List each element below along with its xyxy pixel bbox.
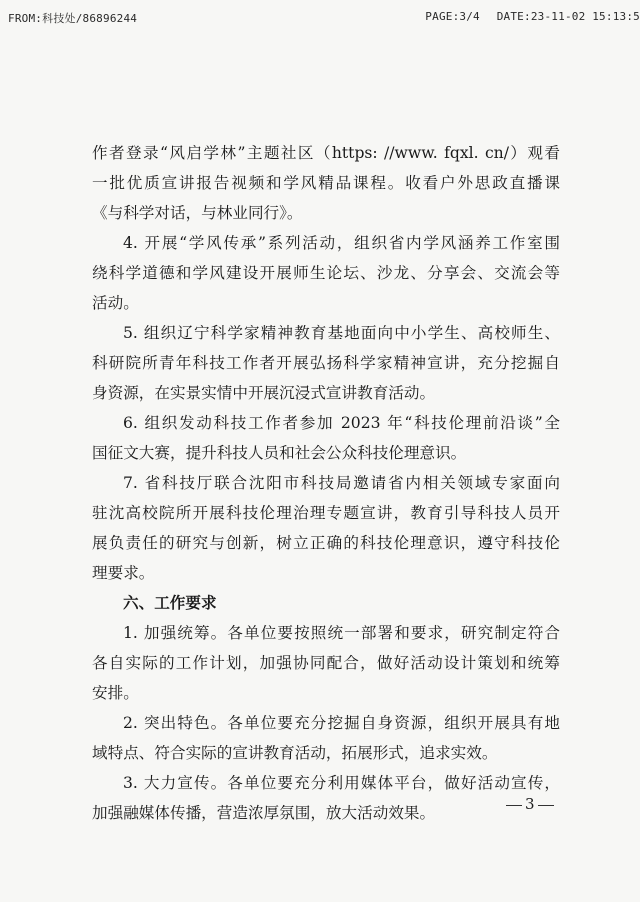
fax-header — [0, 10, 640, 26]
text-line: 1. 加强统筹。各单位要按照统一部署和要求，研究制定符合 — [123, 624, 560, 642]
text-line: 域特点、符合实际的宣讲教育活动，拓展形式，追求实效。 — [92, 744, 498, 762]
text-line: 2. 突出特色。各单位要充分挖掘自身资源，组织开展具有地 — [123, 714, 560, 732]
text-line: 6. 组织发动科技工作者参加 2023 年“科技伦理前沿谈”全 — [123, 414, 560, 432]
text-line: 绕科学道德和学风建设开展师生论坛、沙龙、分享会、交流会等 — [92, 264, 560, 282]
dash-right — [538, 805, 554, 806]
section-heading: 六、工作要求 — [123, 594, 217, 612]
text-line: 7. 省科技厅联合沈阳市科技局邀请省内相关领域专家面向 — [123, 474, 560, 492]
text-line: 加强融媒体传播，营造浓厚氛围，放大活动效果。 — [92, 804, 436, 822]
text-line: 5. 组织辽宁科学家精神教育基地面向中小学生、高校师生、 — [123, 324, 560, 342]
text-line: 4. 开展“学风传承”系列活动，组织省内学风涵养工作室围 — [123, 234, 560, 252]
text-line: 展负责任的研究与创新，树立正确的科技伦理意识，遵守科技伦 — [92, 534, 560, 552]
text-line: 3. 大力宣传。各单位要充分利用媒体平台，做好活动宣传， — [123, 774, 560, 792]
fax-from: FROM:科技处/86896244 — [8, 12, 138, 25]
page-number — [503, 795, 557, 813]
text-line: 安排。 — [92, 684, 139, 702]
text-line: 各自实际的工作计划，加强协同配合，做好活动设计策划和统筹 — [92, 654, 560, 672]
document-body — [92, 138, 560, 828]
text-line: 一批优质宣讲报告视频和学风精品课程。收看户外思政直播课 — [92, 174, 560, 192]
text-line: 理要求。 — [92, 564, 155, 582]
fax-page: PAGE:3/4 — [425, 10, 480, 23]
text-line: 国征文大赛，提升科技人员和社会公众科技伦理意识。 — [92, 444, 467, 462]
page-number-value: 3 — [525, 795, 535, 813]
text-line: 作者登录“风启学林”主题社区（https: //www. fqxl. cn/）观看 — [92, 144, 560, 162]
text-line: 《与科学对话，与林业同行》。 — [92, 204, 303, 222]
text-line: 身资源，在实景实情中开展沉浸式宣讲教育活动。 — [92, 384, 436, 402]
text-line: 科研院所青年科技工作者开展弘扬科学家精神宣讲，充分挖掘自 — [92, 354, 560, 372]
text-line: 驻沈高校院所开展科技伦理治理专题宣讲，教育引导科技人员开 — [92, 504, 560, 522]
fax-date: DATE:23-11-02 15:13:5 — [496, 10, 640, 23]
text-line: 活动。 — [92, 294, 139, 312]
dash-left — [506, 805, 522, 806]
fax-meta — [415, 10, 640, 23]
